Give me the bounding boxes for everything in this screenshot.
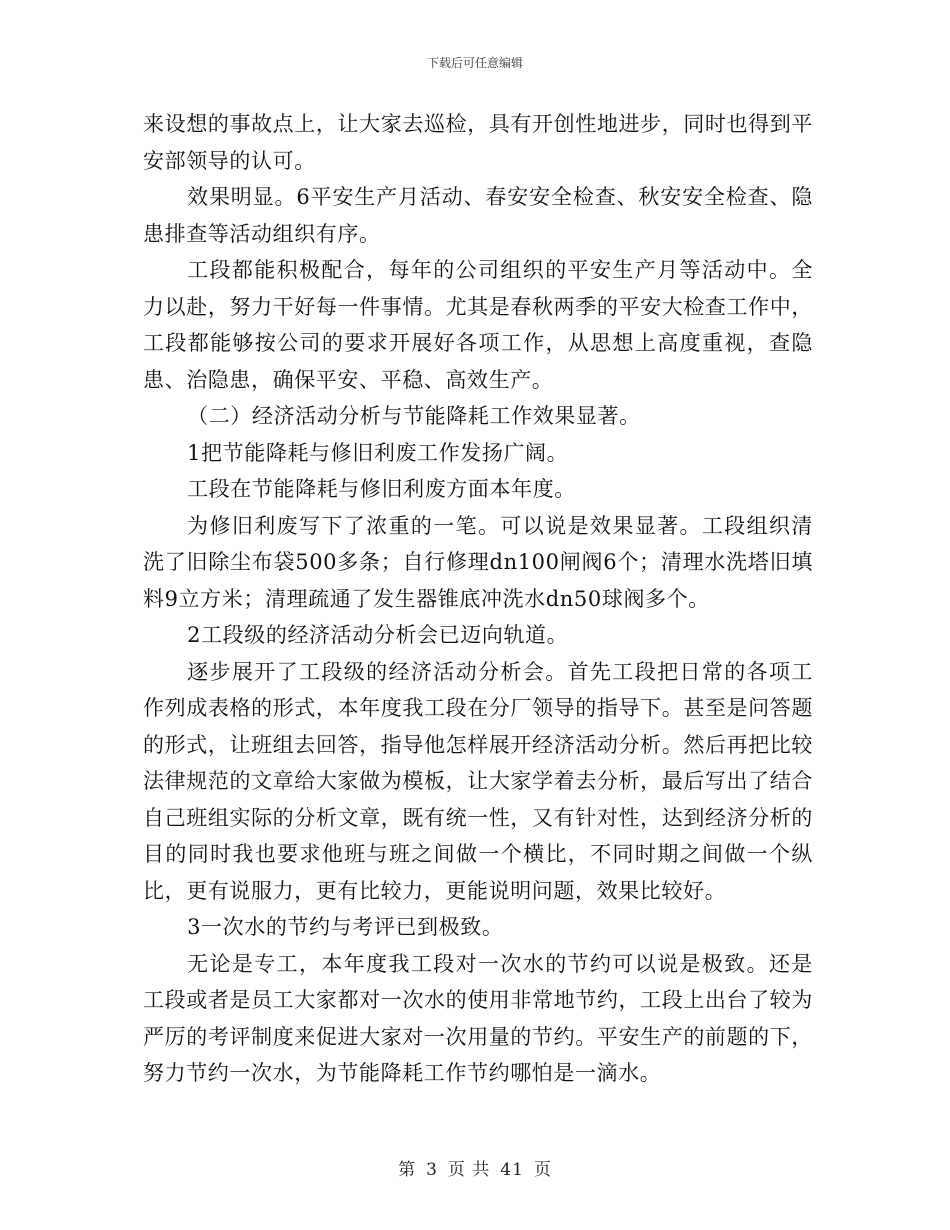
section-heading: （二）经济活动分析与节能降耗工作效果显著。 [187,404,641,428]
footer-middle: 页 共 [447,1160,491,1180]
header-note: 下载后可任意编辑 [426,56,523,70]
document-body [143,106,813,1092]
total-pages: 41 [500,1160,524,1180]
paragraph: 工段都能积极配合，每年的公司组织的平安生产月等活动中。全力以赴，努力干好每一件事情。尤其是春秋两季的平安大检查工作中，工段都能够按公司的要求开展好各项工作，从思想上高度重视，查隐患、治隐患，确保平安、平稳、高效生产。 [143,258,813,392]
paragraph: 为修旧利废写下了浓重的一笔。可以说是效果显著。工段组织清洗了旧除尘布袋500多条；自行修理dn100闸阀6个；清理水洗塔旧填料9立方米；清理疏通了发生器锥底冲洗水dn50球阀多个。 [143,513,813,611]
page-number: 3 [426,1160,438,1180]
paragraph: 工段在节能降耗与修旧利废方面本年度。 [187,477,576,501]
subsection-heading: 1把节能降耗与修旧利废工作发扬广阔。 [187,440,569,465]
footer-prefix: 第 [398,1160,417,1180]
paragraph: 无论是专工，本年度我工段对一次水的节约可以说是极致。还是工段或者是员工大家都对一次水的使用非常地节约，工段上出台了较为严厉的考评制度来促进大家对一次用量的节约。平安生产的前题的下，努力节约一次水，为节能降耗工作节约哪怕是一滴水。 [143,951,813,1085]
footer-suffix: 页 [533,1160,552,1180]
paragraph: 效果明显。6平安生产月活动、春安安全检查、秋安安全检查、隐患排查等活动组织有序。 [143,185,813,246]
page-footer [0,1155,950,1180]
paragraph: 逐步展开了工段级的经济活动分析会。首先工段把日常的各项工作列成表格的形式，本年度我工段在分厂领导的指导下。甚至是问答题的形式，让班组去回答，指导他怎样展开经济活动分析。然后再把比较法律规范的文章给大家做为模板，让大家学着去分析，最后写出了结合自己班组实际的分析文章，既有统一性，又有针对性，达到经济分析的目的同时我也要求他班与班之间做一个横比，不同时期之间做一个纵比，更有说服力，更有比较力，更能说明问题，效果比较好。 [143,659,813,903]
subsection-heading: 2工段级的经济活动分析会已迈向轨道。 [187,623,569,647]
subsection-heading: 3一次水的节约与考评已到极致。 [187,915,504,939]
paragraph: 来设想的事故点上，让大家去巡检，具有开创性地进步，同时也得到平安部领导的认可。 [143,112,813,173]
